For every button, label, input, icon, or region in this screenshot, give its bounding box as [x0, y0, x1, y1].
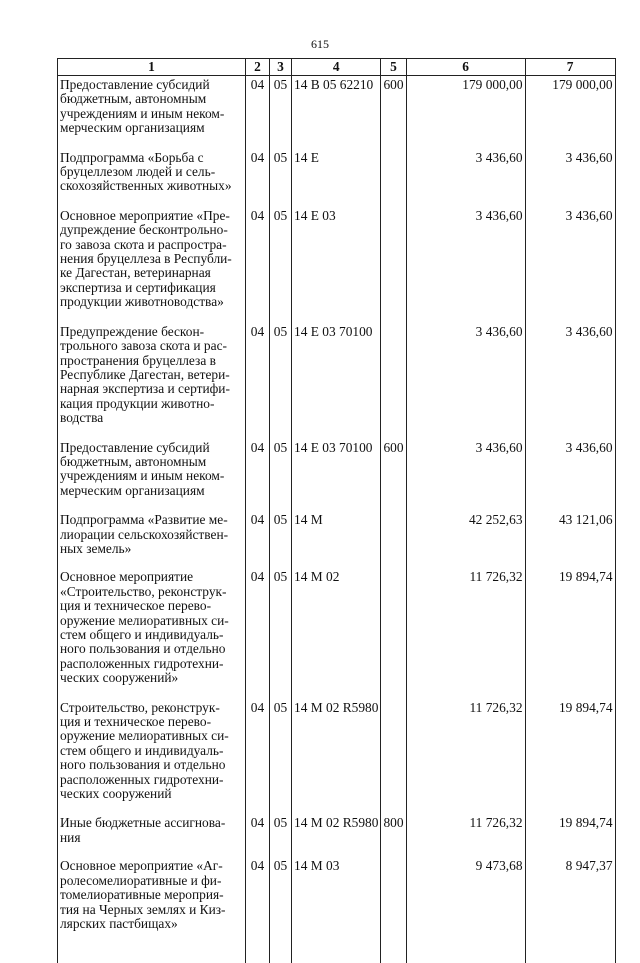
subsection-code: 05: [270, 699, 292, 815]
row-description: [58, 149, 246, 207]
description-line: ция и техническое перево-: [60, 715, 243, 729]
section-code: 04: [246, 323, 270, 439]
empty-cell: [58, 931, 246, 963]
subsection-code: 05: [270, 323, 292, 439]
description-line: томелиоративные мероприя-: [60, 888, 243, 902]
subsection-code: 05: [270, 207, 292, 323]
amount-year-2: 19 894,74: [525, 699, 615, 815]
target-article-code: 14 М 02: [292, 568, 381, 698]
description-line: лярских пастбищах»: [60, 917, 243, 931]
table-row: [58, 76, 616, 149]
subsection-code: 05: [270, 76, 292, 149]
header-col-1: 1: [58, 59, 246, 76]
table-row: [58, 568, 616, 698]
empty-cell: [525, 931, 615, 963]
section-code: 04: [246, 76, 270, 149]
description-line: ного пользования и отдельно: [60, 758, 243, 772]
row-description: [58, 76, 246, 149]
target-article-code: 14 В 05 62210: [292, 76, 381, 149]
amount-year-1: 11 726,32: [406, 568, 525, 698]
description-line: оружение мелиоративных си-: [60, 729, 243, 743]
amount-year-1: 42 252,63: [406, 511, 525, 568]
description-line: бруцеллезом людей и сель-: [60, 165, 243, 179]
header-col-4: 4: [292, 59, 381, 76]
table-spacer-row: [58, 931, 616, 963]
amount-year-1: 11 726,32: [406, 814, 525, 857]
section-code: 04: [246, 568, 270, 698]
table-row: [58, 149, 616, 207]
subsection-code: 05: [270, 439, 292, 512]
header-col-2: 2: [246, 59, 270, 76]
table-row: [58, 857, 616, 931]
description-line: оружение мелиоративных си-: [60, 614, 243, 628]
target-article-code: 14 М: [292, 511, 381, 568]
row-description: [58, 857, 246, 931]
description-line: Иные бюджетные ассигнова-: [60, 816, 243, 830]
empty-cell: [406, 931, 525, 963]
description-line: Подпрограмма «Борьба с: [60, 151, 243, 165]
header-col-6: 6: [406, 59, 525, 76]
empty-cell: [270, 931, 292, 963]
subsection-code: 05: [270, 511, 292, 568]
description-line: трольного завоза скота и рас-: [60, 339, 243, 353]
table-row: [58, 699, 616, 815]
section-code: 04: [246, 814, 270, 857]
section-code: 04: [246, 511, 270, 568]
target-article-code: 14 М 02 R5980: [292, 814, 381, 857]
amount-year-2: 8 947,37: [525, 857, 615, 931]
description-line: ке Дагестан, ветеринарная: [60, 266, 243, 280]
target-article-code: 14 Е 03 70100: [292, 439, 381, 512]
description-line: ния: [60, 831, 243, 845]
row-description: [58, 439, 246, 512]
description-line: Предупреждение бескон-: [60, 325, 243, 339]
table-row: [58, 207, 616, 323]
header-col-3: 3: [270, 59, 292, 76]
description-line: скохозяйственных животных»: [60, 179, 243, 193]
amount-year-2: 43 121,06: [525, 511, 615, 568]
description-line: Подпрограмма «Развитие ме-: [60, 513, 243, 527]
row-description: [58, 568, 246, 698]
amount-year-1: 9 473,68: [406, 857, 525, 931]
description-line: бюджетным, автономным: [60, 92, 243, 106]
description-line: мерческим организациям: [60, 484, 243, 498]
amount-year-1: 3 436,60: [406, 439, 525, 512]
row-description: [58, 207, 246, 323]
description-line: водства: [60, 411, 243, 425]
description-line: стем общего и индивидуаль-: [60, 628, 243, 642]
header-col-5: 5: [381, 59, 406, 76]
subsection-code: 05: [270, 568, 292, 698]
amount-year-2: 3 436,60: [525, 323, 615, 439]
target-article-code: 14 М 02 R5980: [292, 699, 381, 815]
target-article-code: 14 Е: [292, 149, 381, 207]
description-line: Предоставление субсидий: [60, 78, 243, 92]
target-article-code: 14 М 03: [292, 857, 381, 931]
row-description: [58, 814, 246, 857]
row-description: [58, 511, 246, 568]
description-line: учреждениям и иным неком-: [60, 107, 243, 121]
description-line: ных земель»: [60, 542, 243, 556]
expense-type-code: [381, 699, 406, 815]
amount-year-1: 3 436,60: [406, 149, 525, 207]
page-number: 615: [0, 37, 640, 52]
empty-cell: [381, 931, 406, 963]
amount-year-2: 19 894,74: [525, 814, 615, 857]
description-line: ческих сооружений»: [60, 671, 243, 685]
table-row: [58, 814, 616, 857]
expense-type-code: 800: [381, 814, 406, 857]
expense-type-code: [381, 149, 406, 207]
description-line: экспертиза и сертификация: [60, 281, 243, 295]
budget-table: [57, 58, 616, 963]
description-line: ного пользования и отдельно: [60, 642, 243, 656]
description-line: тия на Черных землях и Киз-: [60, 903, 243, 917]
amount-year-2: 179 000,00: [525, 76, 615, 149]
amount-year-2: 3 436,60: [525, 207, 615, 323]
description-line: ческих сооружений: [60, 787, 243, 801]
expense-type-code: 600: [381, 439, 406, 512]
subsection-code: 05: [270, 814, 292, 857]
amount-year-1: 3 436,60: [406, 207, 525, 323]
expense-type-code: [381, 207, 406, 323]
description-line: Предоставление субсидий: [60, 441, 243, 455]
description-line: нения бруцеллеза в Республи-: [60, 252, 243, 266]
section-code: 04: [246, 149, 270, 207]
description-line: расположенных гидротехни-: [60, 773, 243, 787]
description-line: дупреждение бесконтрольно-: [60, 223, 243, 237]
description-line: Основное мероприятие «Пре-: [60, 209, 243, 223]
table-row: [58, 439, 616, 512]
description-line: продукции животноводства»: [60, 295, 243, 309]
empty-cell: [246, 931, 270, 963]
description-line: стем общего и индивидуаль-: [60, 744, 243, 758]
description-line: Основное мероприятие: [60, 570, 243, 584]
expense-type-code: [381, 323, 406, 439]
table-header-row: [58, 59, 616, 76]
description-line: кация продукции животно-: [60, 397, 243, 411]
description-line: бюджетным, автономным: [60, 455, 243, 469]
description-line: пространения бруцеллеза в: [60, 354, 243, 368]
description-line: Республике Дагестан, ветери-: [60, 368, 243, 382]
description-line: «Строительство, реконструк-: [60, 585, 243, 599]
row-description: [58, 323, 246, 439]
amount-year-1: 3 436,60: [406, 323, 525, 439]
section-code: 04: [246, 207, 270, 323]
description-line: Основное мероприятие «Аг-: [60, 859, 243, 873]
table-row: [58, 323, 616, 439]
amount-year-1: 179 000,00: [406, 76, 525, 149]
description-line: нарная экспертиза и сертифи-: [60, 382, 243, 396]
target-article-code: 14 Е 03 70100: [292, 323, 381, 439]
target-article-code: 14 Е 03: [292, 207, 381, 323]
description-line: ролесомелиоративные и фи-: [60, 874, 243, 888]
description-line: мерческим организациям: [60, 121, 243, 135]
table-body: [58, 76, 616, 963]
section-code: 04: [246, 699, 270, 815]
amount-year-2: 3 436,60: [525, 149, 615, 207]
section-code: 04: [246, 439, 270, 512]
row-description: [58, 699, 246, 815]
expense-type-code: [381, 511, 406, 568]
subsection-code: 05: [270, 857, 292, 931]
description-line: го завоза скота и распростра-: [60, 238, 243, 252]
expense-type-code: [381, 857, 406, 931]
description-line: расположенных гидротехни-: [60, 657, 243, 671]
table-row: [58, 511, 616, 568]
description-line: лиорации сельскохозяйствен-: [60, 528, 243, 542]
empty-cell: [292, 931, 381, 963]
expense-type-code: 600: [381, 76, 406, 149]
description-line: ция и техническое перево-: [60, 599, 243, 613]
section-code: 04: [246, 857, 270, 931]
description-line: учреждениям и иным неком-: [60, 469, 243, 483]
description-line: Строительство, реконструк-: [60, 701, 243, 715]
amount-year-2: 19 894,74: [525, 568, 615, 698]
expense-type-code: [381, 568, 406, 698]
amount-year-1: 11 726,32: [406, 699, 525, 815]
header-col-7: 7: [525, 59, 615, 76]
amount-year-2: 3 436,60: [525, 439, 615, 512]
subsection-code: 05: [270, 149, 292, 207]
